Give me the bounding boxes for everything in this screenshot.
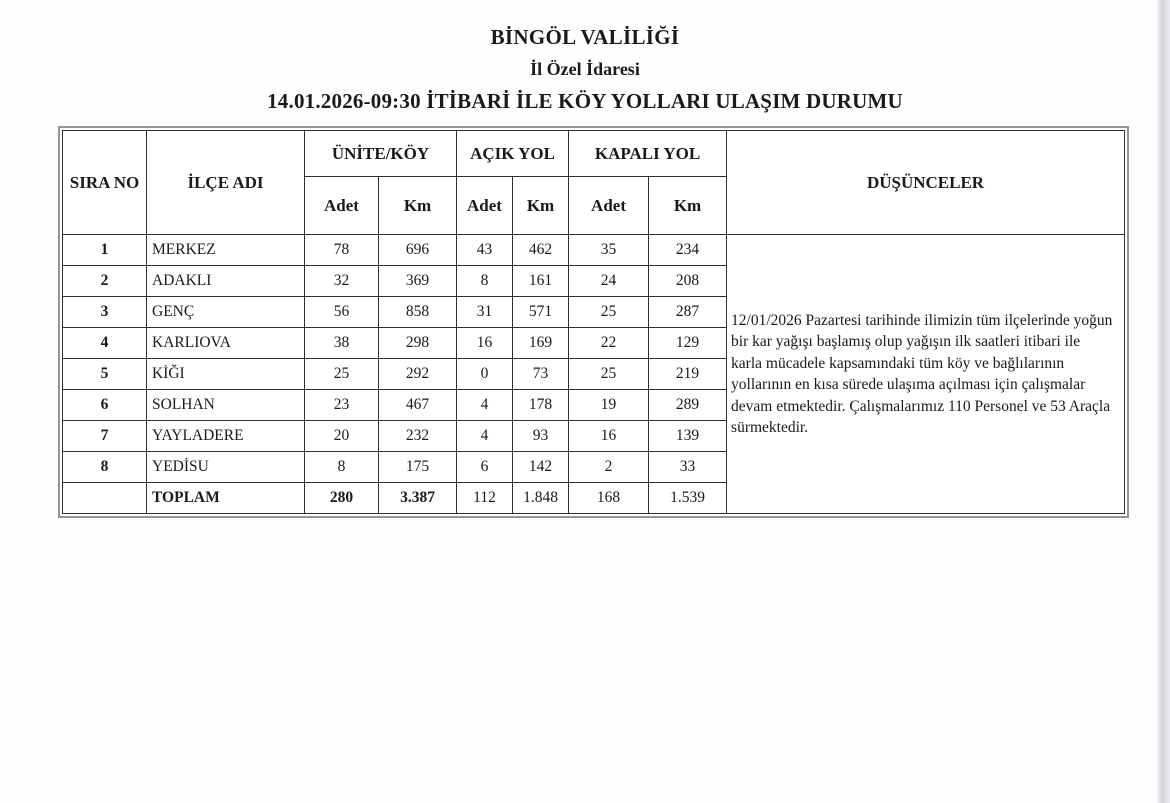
kapali-adet-cell: 24: [569, 266, 649, 297]
kapali-adet-cell: 25: [569, 297, 649, 328]
col-group-unite-koy: ÜNİTE/KÖY: [305, 131, 457, 177]
ilce-cell: KİĞI: [147, 359, 305, 390]
table-row-merkez: [63, 235, 1125, 266]
unite-km-cell: 369: [379, 266, 457, 297]
toplam-acik-km-cell: 1.848: [513, 483, 569, 514]
kapali-km-cell: 208: [649, 266, 727, 297]
road-status-table: [58, 126, 1129, 518]
kapali-km-cell: 289: [649, 390, 727, 421]
toplam-kapali-km-cell: 1.539: [649, 483, 727, 514]
acik-adet-cell: 0: [457, 359, 513, 390]
unite-km-cell: 232: [379, 421, 457, 452]
sira-cell-empty: [63, 483, 147, 514]
kapali-km-cell: 219: [649, 359, 727, 390]
col-header-kapali-km: Km: [649, 177, 727, 235]
kapali-km-cell: 234: [649, 235, 727, 266]
org-subtitle: İl Özel İdaresi: [530, 59, 640, 79]
ilce-cell: YEDİSU: [147, 452, 305, 483]
kapali-adet-cell: 22: [569, 328, 649, 359]
unite-adet-cell: 20: [305, 421, 379, 452]
unite-adet-cell: 23: [305, 390, 379, 421]
sira-cell: 3: [63, 297, 147, 328]
acik-km-cell: 178: [513, 390, 569, 421]
kapali-km-cell: 33: [649, 452, 727, 483]
toplam-kapali-adet-cell: 168: [569, 483, 649, 514]
col-header-kapali-adet: Adet: [569, 177, 649, 235]
col-group-acik-yol: AÇIK YOL: [457, 131, 569, 177]
kapali-adet-cell: 19: [569, 390, 649, 421]
acik-km-cell: 462: [513, 235, 569, 266]
sira-cell: 5: [63, 359, 147, 390]
sira-cell: 8: [63, 452, 147, 483]
kapali-km-cell: 287: [649, 297, 727, 328]
acik-km-cell: 169: [513, 328, 569, 359]
sira-cell: 1: [63, 235, 147, 266]
kapali-adet-cell: 2: [569, 452, 649, 483]
toplam-unite-adet-cell: 280: [305, 483, 379, 514]
acik-adet-cell: 6: [457, 452, 513, 483]
col-header-acik-adet: Adet: [457, 177, 513, 235]
unite-adet-cell: 78: [305, 235, 379, 266]
acik-adet-cell: 8: [457, 266, 513, 297]
ilce-cell: SOLHAN: [147, 390, 305, 421]
acik-adet-cell: 43: [457, 235, 513, 266]
col-header-unite-adet: Adet: [305, 177, 379, 235]
toplam-unite-km-cell: 3.387: [379, 483, 457, 514]
acik-adet-cell: 31: [457, 297, 513, 328]
acik-adet-cell: 4: [457, 390, 513, 421]
unite-adet-cell: 25: [305, 359, 379, 390]
sira-cell: 6: [63, 390, 147, 421]
col-group-kapali-yol: KAPALI YOL: [569, 131, 727, 177]
remarks-cell: 12/01/2026 Pazartesi tarihinde ilimizin tüm ilçelerinde yoğun bir kar yağışı başlamış olup yağışın ilk saatleri itibari ile karla mücadele kapsamındaki tüm köy ve bağlılarının yollarının en kısa sürede ulaşıma açılması için çalışmalar devam etmektedir. Çalışmalarımız 110 Personel ve 53 Araçla sürmektedir.: [727, 235, 1125, 514]
header-row-groups: [63, 131, 1125, 177]
col-header-ilce-adi: İLÇE ADI: [147, 131, 305, 235]
toplam-acik-adet-cell: 112: [457, 483, 513, 514]
kapali-adet-cell: 35: [569, 235, 649, 266]
ilce-cell: ADAKLI: [147, 266, 305, 297]
col-header-dusunceler: DÜŞÜNCELER: [727, 131, 1125, 235]
kapali-adet-cell: 16: [569, 421, 649, 452]
acik-adet-cell: 16: [457, 328, 513, 359]
unite-adet-cell: 8: [305, 452, 379, 483]
report-title: 14.01.2026-09:30 İTİBARİ İLE KÖY YOLLARI ULAŞIM DURUMU: [267, 89, 903, 113]
col-header-unite-km: Km: [379, 177, 457, 235]
scan-edge-shadow: [1156, 0, 1170, 803]
unite-adet-cell: 38: [305, 328, 379, 359]
ilce-cell: YAYLADERE: [147, 421, 305, 452]
ilce-cell: GENÇ: [147, 297, 305, 328]
acik-km-cell: 571: [513, 297, 569, 328]
kapali-adet-cell: 25: [569, 359, 649, 390]
col-header-sira-no: SIRA NO: [63, 131, 147, 235]
sira-cell: 2: [63, 266, 147, 297]
sira-cell: 7: [63, 421, 147, 452]
ilce-cell: MERKEZ: [147, 235, 305, 266]
acik-km-cell: 93: [513, 421, 569, 452]
unite-km-cell: 467: [379, 390, 457, 421]
acik-adet-cell: 4: [457, 421, 513, 452]
unite-km-cell: 175: [379, 452, 457, 483]
unite-km-cell: 298: [379, 328, 457, 359]
unite-adet-cell: 56: [305, 297, 379, 328]
unite-adet-cell: 32: [305, 266, 379, 297]
unite-km-cell: 858: [379, 297, 457, 328]
kapali-km-cell: 139: [649, 421, 727, 452]
org-title: BİNGÖL VALİLİĞİ: [490, 25, 680, 49]
kapali-km-cell: 129: [649, 328, 727, 359]
acik-km-cell: 142: [513, 452, 569, 483]
sira-cell: 4: [63, 328, 147, 359]
acik-km-cell: 73: [513, 359, 569, 390]
unite-km-cell: 292: [379, 359, 457, 390]
col-header-acik-km: Km: [513, 177, 569, 235]
ilce-cell: KARLIOVA: [147, 328, 305, 359]
toplam-label-cell: TOPLAM: [147, 483, 305, 514]
road-status-table-grid: [62, 130, 1125, 514]
acik-km-cell: 161: [513, 266, 569, 297]
document-header: [0, 0, 1170, 112]
unite-km-cell: 696: [379, 235, 457, 266]
